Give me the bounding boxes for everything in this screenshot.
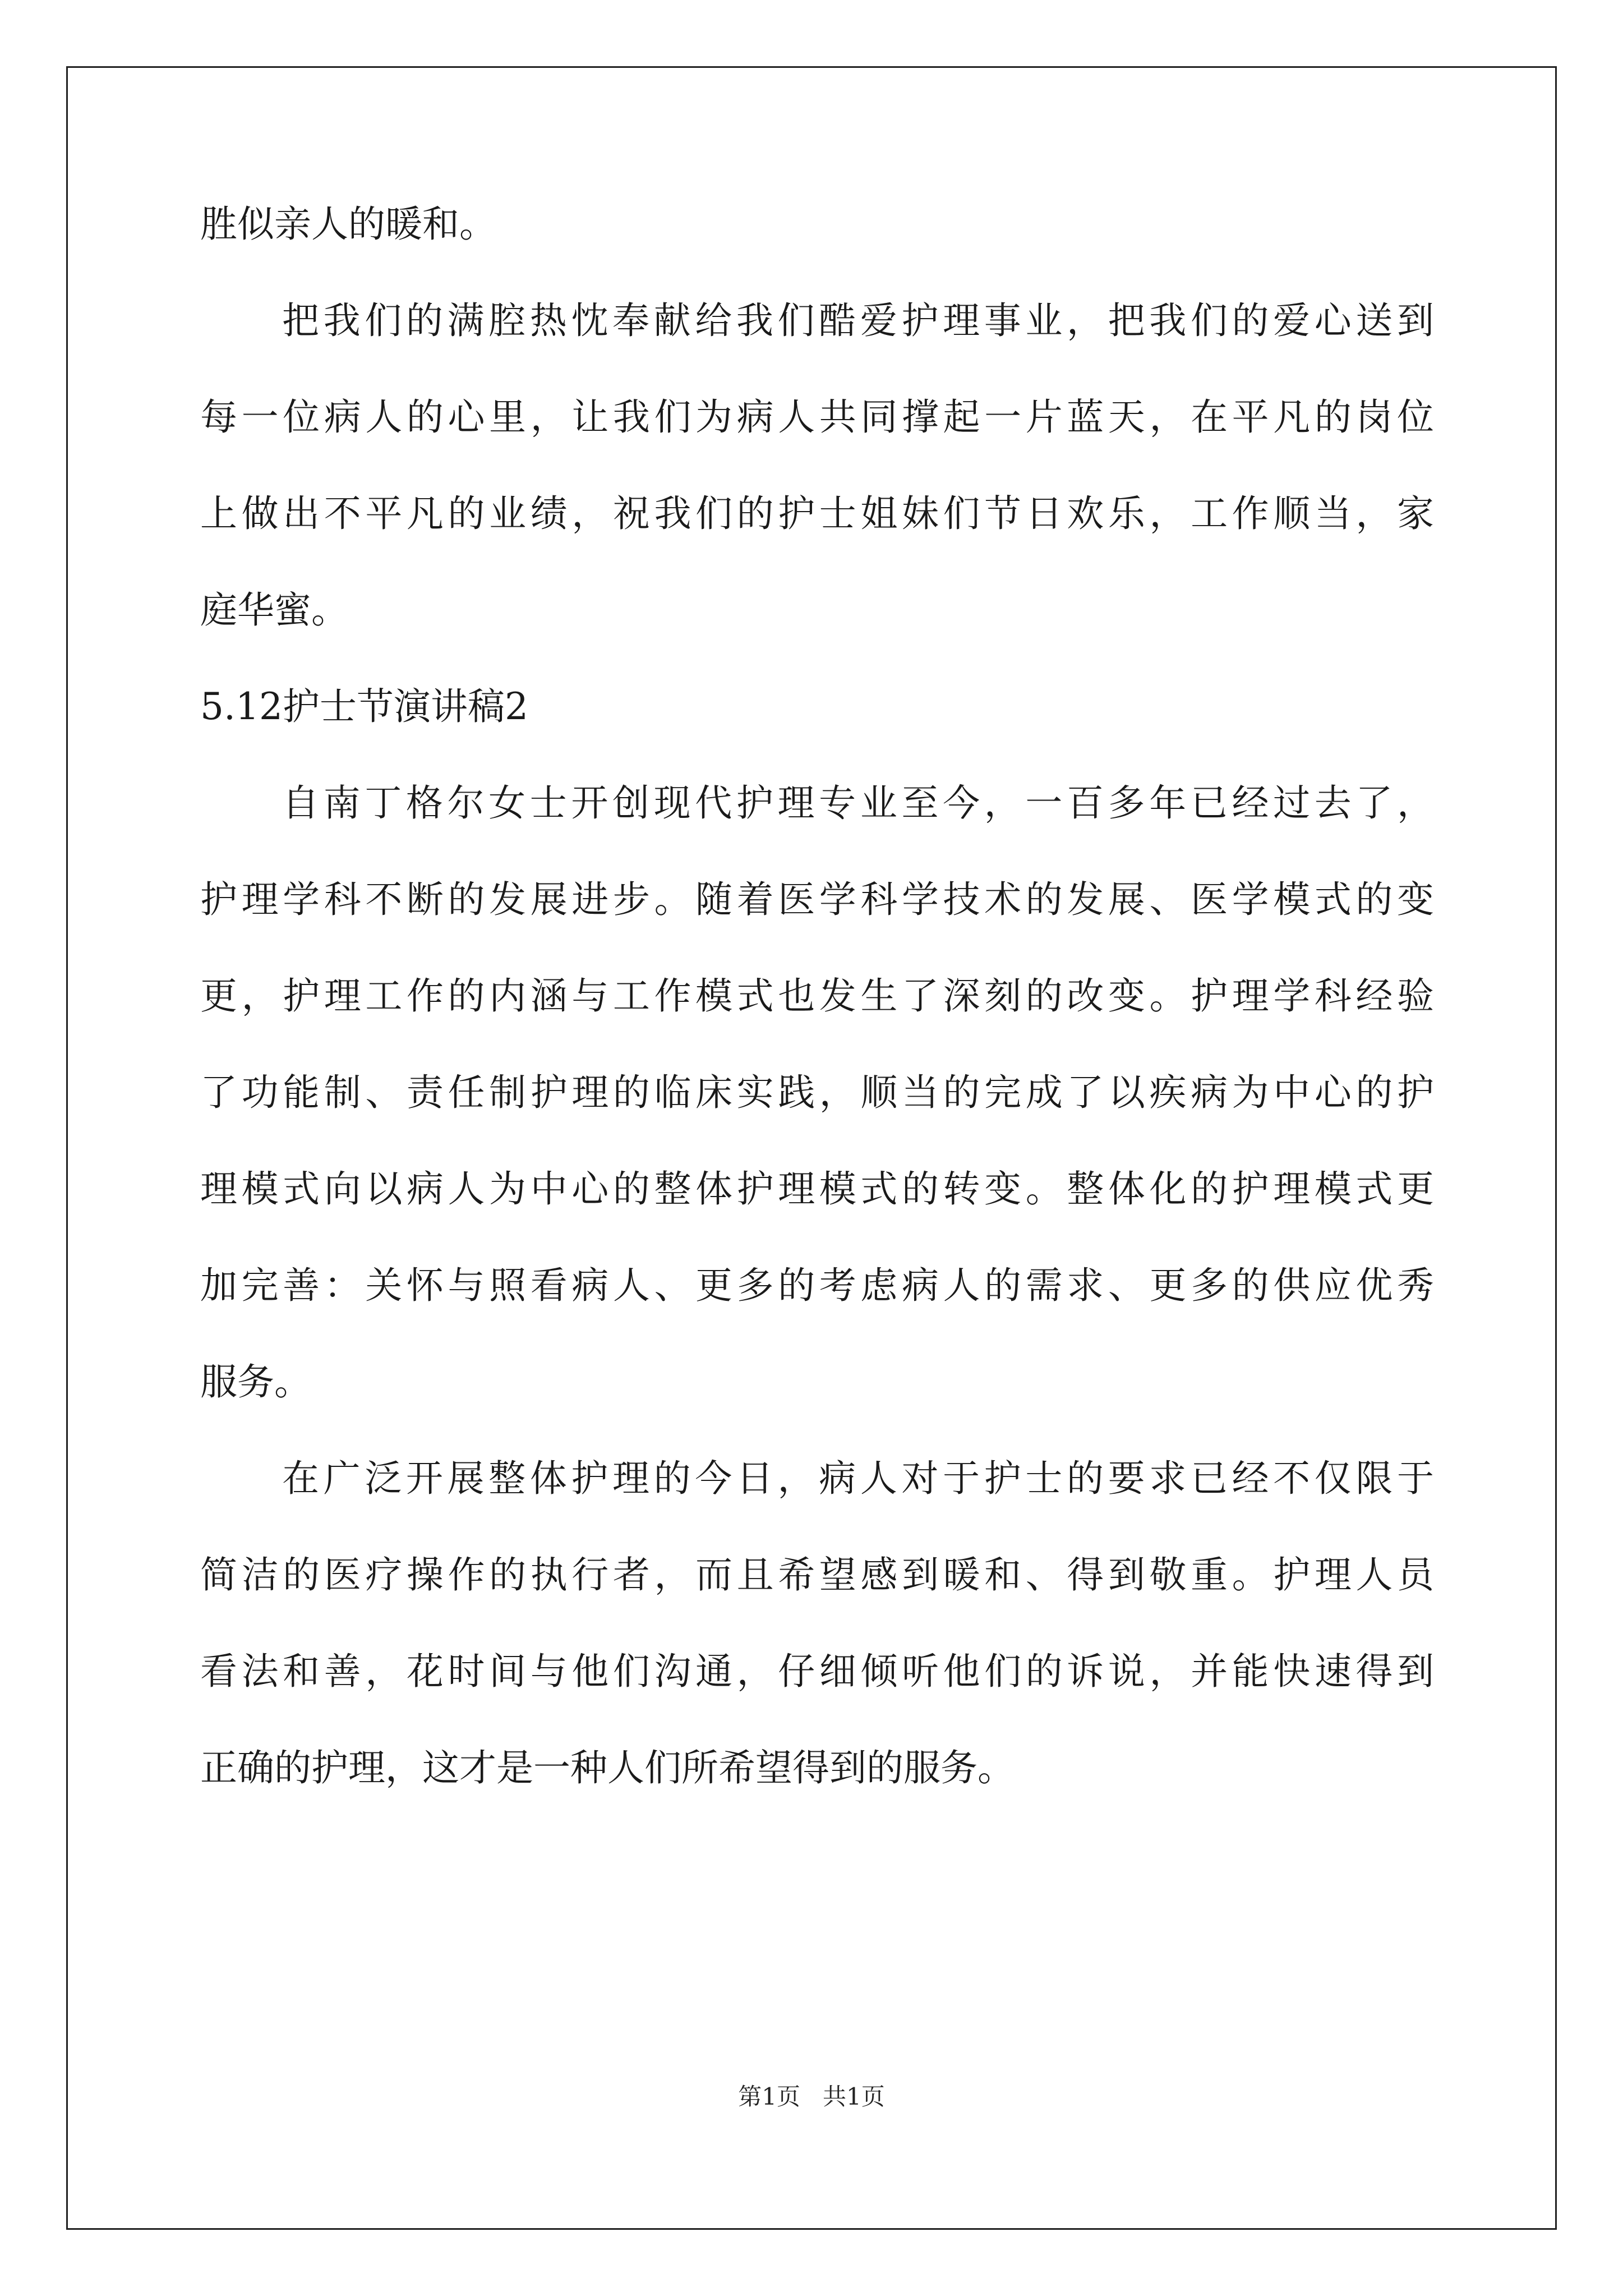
page-total: 共1页 (823, 2083, 885, 2110)
paragraph-first-line: 自南丁格尔女士开创现代护理专业至今，一百多年已经过去了， (282, 781, 1434, 825)
text-line: 正确的护理，这才是一种人们所希望得到的服务。 (200, 1746, 1015, 1789)
section-heading: 5.12护士节演讲稿2 (200, 685, 528, 728)
text-line: 了功能制、责任制护理的临床实践，顺当的完成了以疾病为中心的护 (200, 1071, 1434, 1114)
text-line: 庭华蜜。 (200, 588, 348, 632)
text-line: 理模式向以病人为中心的整体护理模式的转变。整体化的护理模式更 (200, 1167, 1434, 1211)
text-line: 护理学科不断的发展进步。随着医学科学技术的发展、医学模式的变 (200, 878, 1434, 921)
page-footer (0, 2080, 1623, 2114)
text-line: 每一位病人的心里，让我们为病人共同撑起一片蓝天，在平凡的岗位 (200, 395, 1434, 439)
text-line: 上做出不平凡的业绩，祝我们的护士姐妹们节日欢乐，工作顺当，家 (200, 492, 1434, 535)
page-border (66, 66, 1557, 2230)
text-line: 服务。 (200, 1360, 311, 1404)
text-line: 加完善：关怀与照看病人、更多的考虑病人的需求、更多的供应优秀 (200, 1264, 1434, 1307)
text-line: 简洁的医疗操作的执行者，而且希望感到暖和、得到敬重。护理人员 (200, 1553, 1434, 1596)
paragraph-first-line: 在广泛开展整体护理的今日，病人对于护士的要求已经不仅限于 (282, 1457, 1434, 1500)
paragraph-first-line: 把我们的满腔热忱奉献给我们酷爱护理事业，把我们的爱心送到 (282, 299, 1434, 342)
text-line: 看法和善，花时间与他们沟通，仔细倾听他们的诉说，并能快速得到 (200, 1650, 1434, 1693)
text-line: 更，护理工作的内涵与工作模式也发生了深刻的改变。护理学科经验 (200, 974, 1434, 1018)
text-line: 胜似亲人的暖和。 (200, 203, 496, 246)
page-number: 第1页 (738, 2083, 800, 2110)
